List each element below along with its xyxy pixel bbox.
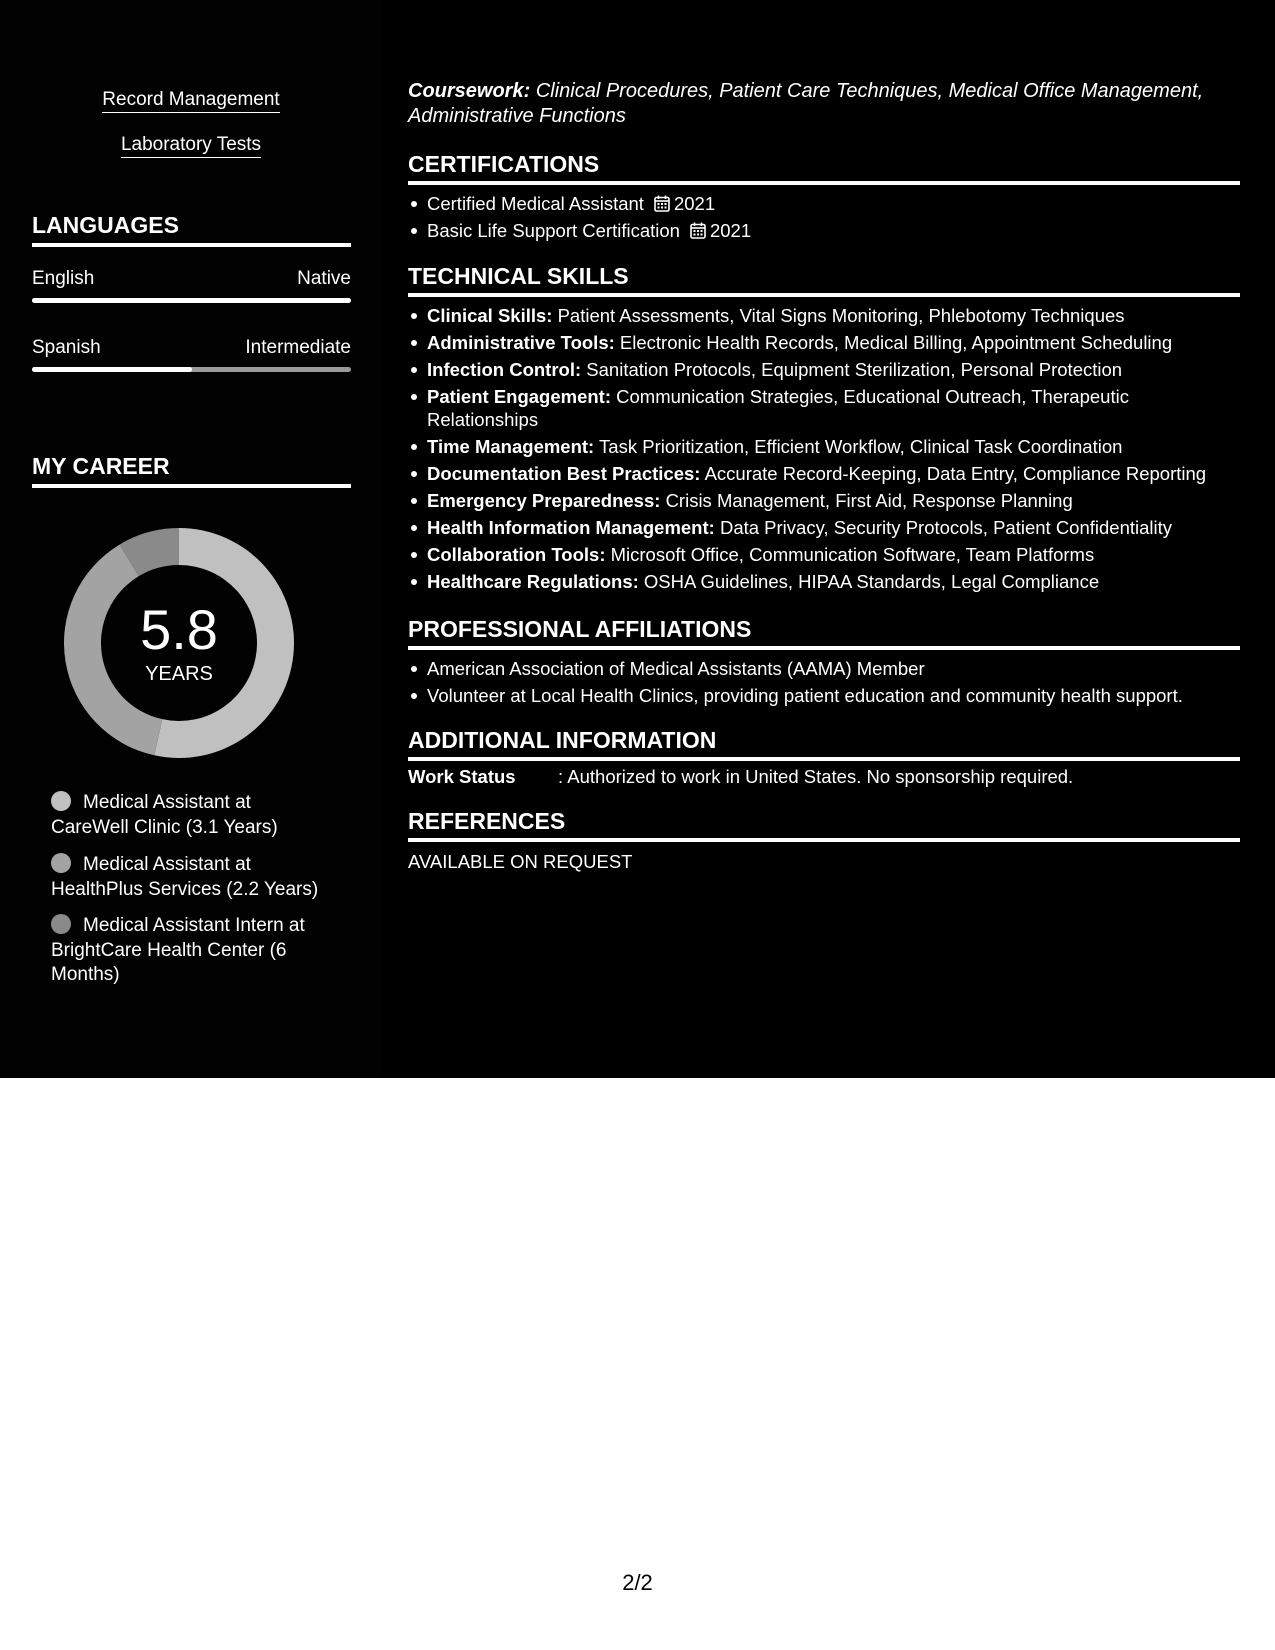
skill-text: Sanitation Protocols, Equipment Sterilization, Personal Protection bbox=[586, 358, 1123, 380]
skill-label: Emergency Preparedness: bbox=[427, 489, 661, 511]
skill-label: Infection Control: bbox=[427, 358, 582, 380]
technical-skill-item bbox=[427, 516, 1259, 540]
skill-label: Administrative Tools: bbox=[427, 331, 615, 353]
certifications-heading: CERTIFICATIONS bbox=[408, 150, 1240, 185]
certification-name: Basic Life Support Certification bbox=[427, 219, 680, 241]
certification-item bbox=[427, 192, 1259, 216]
additional-info-heading: ADDITIONAL INFORMATION bbox=[408, 726, 1240, 761]
career-legend-item bbox=[51, 791, 326, 840]
skill-text: Communication Strategies, Educational Outreach, Therapeutic Relationships bbox=[427, 385, 1129, 431]
language-name: English bbox=[32, 268, 95, 289]
technical-skill-item bbox=[427, 570, 1259, 594]
work-status-row bbox=[408, 765, 1240, 789]
skill-text: Accurate Record-Keeping, Data Entry, Compliance Reporting bbox=[704, 462, 1207, 484]
technical-skill-item bbox=[427, 489, 1259, 513]
legend-dot-icon bbox=[51, 853, 71, 873]
references-heading: REFERENCES bbox=[408, 807, 1240, 842]
skill-text: Data Privacy, Security Protocols, Patient Confidentiality bbox=[719, 516, 1173, 538]
career-legend-text: Medical Assistant at HealthPlus Services (2.2 Years) bbox=[51, 854, 319, 900]
certification-item bbox=[427, 219, 1259, 243]
career-legend-text: Medical Assistant at CareWell Clinic (3.1 Years) bbox=[51, 792, 278, 838]
career-heading: MY CAREER bbox=[32, 452, 351, 488]
skill-label: Time Management: bbox=[427, 436, 595, 458]
skill-label: Clinical Skills: bbox=[427, 305, 553, 326]
skill-label: Patient Engagement: bbox=[427, 385, 611, 407]
calendar-icon bbox=[690, 222, 706, 239]
technical-skills-heading: TECHNICAL SKILLS bbox=[408, 262, 1240, 297]
technical-skill-item bbox=[427, 543, 1259, 567]
page-number: 2/2 bbox=[622, 1570, 653, 1595]
calendar-icon bbox=[654, 195, 670, 212]
affiliation-item: Volunteer at Local Health Clinics, providing patient education and community health support. bbox=[427, 684, 1259, 708]
career-legend-item bbox=[51, 914, 326, 988]
legend-dot-icon bbox=[51, 914, 71, 934]
affiliations-list bbox=[408, 657, 1259, 711]
career-total-years: 5.8 bbox=[140, 598, 218, 661]
certification-name: Certified Medical Assistant bbox=[427, 193, 644, 214]
skill-text: Task Prioritization, Efficient Workflow, Clinical Task Coordination bbox=[599, 436, 1123, 458]
technical-skills-list bbox=[408, 304, 1259, 596]
skill-text: Crisis Management, First Aid, Response Planning bbox=[665, 489, 1073, 511]
skill-label: Health Information Management: bbox=[427, 516, 715, 538]
skill-text: OSHA Guidelines, HIPAA Standards, Legal Compliance bbox=[643, 570, 1100, 592]
language-bar-fill bbox=[32, 298, 351, 303]
career-donut-chart bbox=[64, 528, 294, 758]
career-legend-item bbox=[51, 853, 326, 902]
language-bar-fill bbox=[32, 367, 192, 372]
language-level: Intermediate bbox=[245, 337, 351, 358]
coursework-text: Clinical Procedures, Patient Care Techniques, Medical Office Management, Administrative Functions bbox=[408, 80, 1204, 127]
languages-heading: LANGUAGES bbox=[32, 211, 351, 247]
coursework bbox=[408, 79, 1240, 128]
certification-year: 2021 bbox=[709, 219, 752, 241]
technical-skill-item bbox=[427, 358, 1259, 382]
career-total-unit: YEARS bbox=[145, 663, 213, 685]
technical-skill-item bbox=[427, 385, 1259, 432]
language-bar-spanish bbox=[32, 367, 351, 372]
skill-label: Healthcare Regulations: bbox=[427, 570, 639, 592]
skill-label: Collaboration Tools: bbox=[427, 543, 606, 565]
technical-skill-item bbox=[427, 304, 1259, 328]
language-bar-english bbox=[32, 298, 351, 303]
work-status-text: : Authorized to work in United States. No sponsorship required. bbox=[558, 766, 1074, 787]
affiliations-heading: PROFESSIONAL AFFILIATIONS bbox=[408, 615, 1240, 650]
technical-skill-item bbox=[427, 462, 1259, 486]
technical-skill-item bbox=[427, 435, 1259, 459]
certification-year: 2021 bbox=[673, 193, 716, 214]
references-text: AVAILABLE ON REQUEST bbox=[408, 851, 633, 872]
work-status-label: Work Status bbox=[408, 766, 516, 787]
skill-text: Patient Assessments, Vital Signs Monitoring, Phlebotomy Techniques bbox=[557, 305, 1125, 326]
technical-skill-item bbox=[427, 331, 1259, 355]
skill-text: Electronic Health Records, Medical Billing, Appointment Scheduling bbox=[619, 331, 1173, 353]
affiliation-item: American Association of Medical Assistants (AAMA) Member bbox=[427, 657, 1259, 681]
skill-link-laboratory-tests[interactable]: Laboratory Tests bbox=[0, 133, 382, 157]
skill-text: Microsoft Office, Communication Software, Team Platforms bbox=[610, 543, 1095, 565]
coursework-label: Coursework: bbox=[408, 80, 531, 102]
skill-link-record-management[interactable]: Record Management bbox=[0, 88, 382, 112]
language-name: Spanish bbox=[32, 337, 101, 358]
certifications-list bbox=[408, 192, 1259, 246]
career-legend-text: Medical Assistant Intern at BrightCare Health Center (6 Months) bbox=[51, 915, 305, 985]
sidebar bbox=[0, 0, 382, 1078]
legend-dot-icon bbox=[51, 791, 71, 811]
language-level: Native bbox=[297, 268, 351, 289]
skill-label: Documentation Best Practices: bbox=[427, 462, 701, 484]
